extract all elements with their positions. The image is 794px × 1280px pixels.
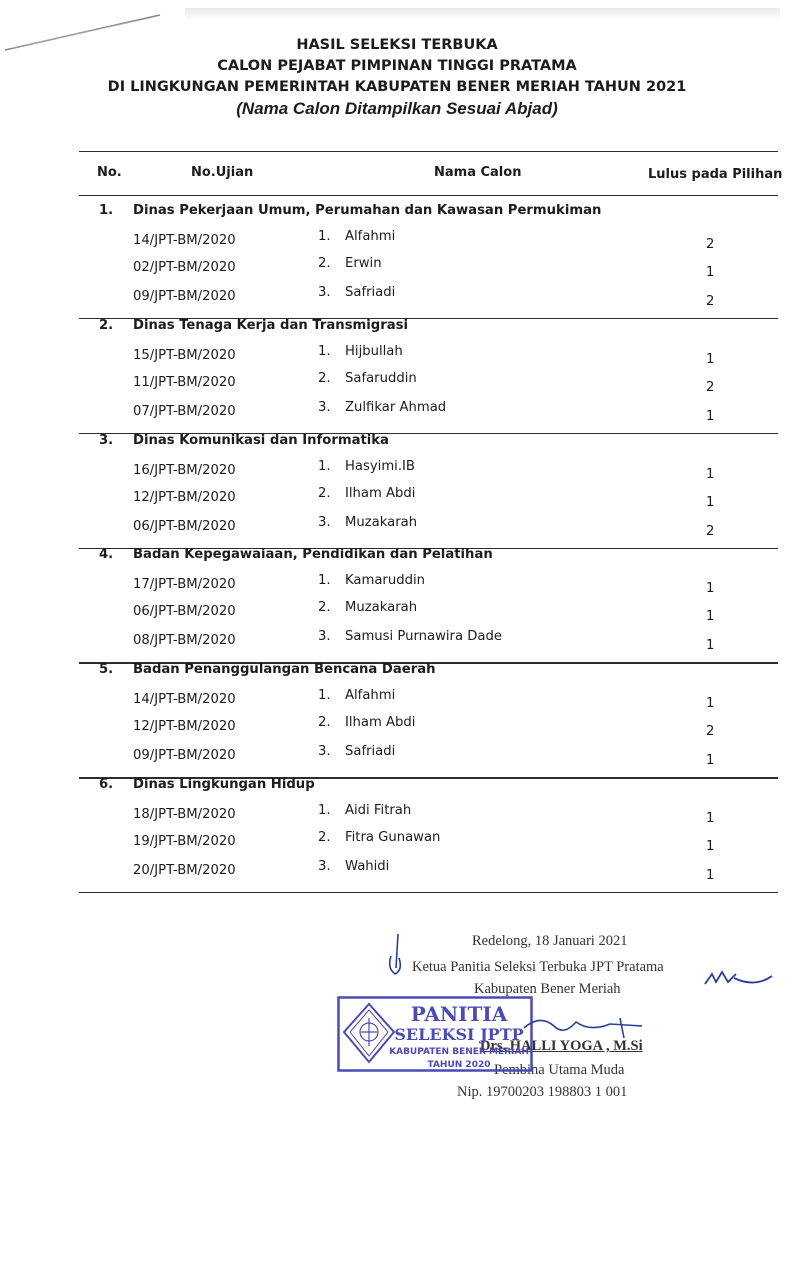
table-header-rule (79, 195, 778, 196)
section-number: 2. (99, 317, 114, 333)
exam-number-cell: 06/JPT-BM/2020 (133, 604, 236, 620)
candidate-name-cell: Ilham Abdi (345, 715, 416, 731)
exam-number-cell: 11/JPT-BM/2020 (133, 374, 236, 390)
exam-number-cell: 14/JPT-BM/2020 (133, 233, 236, 248)
exam-number-cell: 20/JPT-BM/2020 (133, 863, 236, 878)
passed-choice-cell: 2 (706, 237, 715, 252)
passed-choice-cell: 1 (706, 638, 715, 654)
candidate-index-cell: 2. (318, 256, 331, 271)
candidate-name-cell: Hijbullah (345, 343, 403, 359)
signature-scribble (520, 1008, 650, 1048)
table-top-rule (79, 151, 778, 152)
candidate-name-cell: Alfahmi (345, 229, 396, 244)
candidate-index-cell: 1. (318, 229, 331, 244)
passed-choice-cell: 1 (706, 753, 715, 769)
section-title: Badan Kepegawaiaan, Pendidikan dan Pelatihan (133, 547, 493, 563)
header-line-2: CALON PEJABAT PIMPINAN TINGGI PRATAMA (217, 58, 577, 74)
passed-choice-cell: 1 (706, 839, 715, 854)
exam-number-cell: 18/JPT-BM/2020 (133, 807, 236, 822)
candidate-index-cell: 1. (318, 573, 331, 589)
exam-number-cell: 16/JPT-BM/2020 (133, 462, 236, 478)
scan-shadow (185, 8, 780, 20)
candidate-index-cell: 2. (318, 600, 331, 616)
document-header (0, 35, 794, 120)
stamp-text-1: PANITIA (410, 1002, 508, 1026)
candidate-index-cell: 1. (318, 343, 331, 359)
candidate-name-cell: Alfahmi (345, 688, 396, 704)
col-header-nama: Nama Calon (434, 165, 522, 180)
candidate-name-cell: Safriadi (345, 285, 396, 300)
signature-place-date: Redelong, 18 Januari 2021 (472, 933, 628, 949)
candidate-index-cell: 3. (318, 859, 331, 874)
candidate-name-cell: Muzakarah (345, 514, 418, 530)
candidate-name-cell: Zulfikar Ahmad (345, 399, 447, 415)
candidate-index-cell: 3. (318, 744, 331, 760)
candidate-index-cell: 1. (318, 458, 331, 474)
exam-number-cell: 17/JPT-BM/2020 (133, 577, 236, 593)
candidate-name-cell: Ilham Abdi (345, 485, 416, 501)
col-header-no-ujian: No.Ujian (191, 165, 254, 180)
passed-choice-cell: 1 (706, 408, 715, 424)
candidate-index-cell: 3. (318, 629, 331, 645)
candidate-index-cell: 1. (318, 803, 331, 818)
section-number: 6. (99, 777, 114, 792)
exam-number-cell: 19/JPT-BM/2020 (133, 834, 236, 849)
section-title: Dinas Komunikasi dan Informatika (133, 432, 389, 448)
passed-choice-cell: 1 (706, 581, 715, 597)
section-number: 1. (99, 203, 114, 218)
stamp-text-4: TAHUN 2020 (427, 1060, 491, 1070)
col-header-lulus: Lulus pada Pilihan (648, 167, 783, 182)
signature-rank: Pembina Utama Muda (494, 1062, 625, 1078)
stamp-text-3: KABUPATEN BENER MERIAH (389, 1047, 529, 1057)
exam-number-cell: 09/JPT-BM/2020 (133, 289, 236, 304)
candidate-name-cell: Erwin (345, 256, 382, 271)
exam-number-cell: 12/JPT-BM/2020 (133, 719, 236, 735)
passed-choice-cell: 2 (706, 724, 715, 740)
candidate-name-cell: Aidi Fitrah (345, 803, 412, 818)
section-title: Dinas Tenaga Kerja dan Transmigrasi (133, 317, 409, 333)
passed-choice-cell: 1 (706, 265, 715, 280)
exam-number-cell: 07/JPT-BM/2020 (133, 403, 236, 419)
candidate-name-cell: Muzakarah (345, 600, 418, 616)
section-title: Badan Penanggulangan Bencana Daerah (133, 662, 436, 678)
passed-choice-cell: 2 (706, 523, 715, 539)
section-title: Dinas Pekerjaan Umum, Perumahan dan Kawasan Permukiman (133, 203, 602, 218)
signature-role-line-1: Ketua Panitia Seleksi Terbuka JPT Pratama (412, 959, 664, 975)
candidate-index-cell: 2. (318, 830, 331, 845)
candidate-index-cell: 3. (318, 399, 331, 415)
candidate-index-cell: 1. (318, 688, 331, 704)
candidate-index-cell: 2. (318, 370, 331, 386)
passed-choice-cell: 1 (706, 351, 715, 367)
paraf-mark-right (700, 966, 780, 996)
candidate-name-cell: Kamaruddin (345, 573, 425, 589)
passed-choice-cell: 1 (706, 696, 715, 712)
header-subtitle: (Nama Calon Ditampilkan Sesuai Abjad) (236, 99, 558, 118)
signature-name: Drs. HALLI YOGA , M.Si (480, 1038, 643, 1054)
stamp-text-2: SELEKSI JPTP (394, 1025, 524, 1044)
candidate-index-cell: 2. (318, 485, 331, 501)
exam-number-cell: 14/JPT-BM/2020 (133, 692, 236, 708)
header-line-3: DI LINGKUNGAN PEMERINTAH KABUPATEN BENER MERIAH TAHUN 2021 (107, 79, 687, 95)
official-stamp (337, 996, 533, 1072)
paraf-mark (383, 930, 413, 980)
section-rule (79, 892, 778, 893)
passed-choice-cell: 1 (706, 609, 715, 625)
candidate-name-cell: Safriadi (345, 744, 396, 760)
section-title: Dinas Lingkungan Hidup (133, 777, 315, 792)
signature-role-line-2: Kabupaten Bener Meriah (474, 981, 621, 997)
header-line-1: HASIL SELEKSI TERBUKA (296, 37, 498, 53)
signature-nip: Nip. 19700203 198803 1 001 (457, 1084, 628, 1100)
candidate-index-cell: 3. (318, 285, 331, 300)
passed-choice-cell: 1 (706, 466, 715, 482)
crest-emblem-icon (344, 1004, 394, 1062)
candidate-name-cell: Samusi Purnawira Dade (345, 629, 502, 645)
passed-choice-cell: 1 (706, 494, 715, 510)
candidate-name-cell: Wahidi (345, 859, 390, 874)
passed-choice-cell: 1 (706, 868, 715, 883)
passed-choice-cell: 1 (706, 811, 715, 826)
exam-number-cell: 02/JPT-BM/2020 (133, 260, 236, 275)
candidate-name-cell: Fitra Gunawan (345, 830, 441, 845)
exam-number-cell: 09/JPT-BM/2020 (133, 748, 236, 764)
exam-number-cell: 06/JPT-BM/2020 (133, 518, 236, 534)
section-number: 4. (99, 547, 114, 563)
exam-number-cell: 08/JPT-BM/2020 (133, 633, 236, 649)
exam-number-cell: 15/JPT-BM/2020 (133, 347, 236, 363)
candidate-index-cell: 2. (318, 715, 331, 731)
exam-number-cell: 12/JPT-BM/2020 (133, 489, 236, 505)
candidate-index-cell: 3. (318, 514, 331, 530)
candidate-name-cell: Safaruddin (345, 370, 417, 386)
passed-choice-cell: 2 (706, 379, 715, 395)
col-header-no: No. (97, 165, 122, 180)
section-number: 5. (99, 662, 114, 678)
candidate-name-cell: Hasyimi.IB (345, 458, 415, 474)
section-number: 3. (99, 432, 114, 448)
passed-choice-cell: 2 (706, 294, 715, 309)
